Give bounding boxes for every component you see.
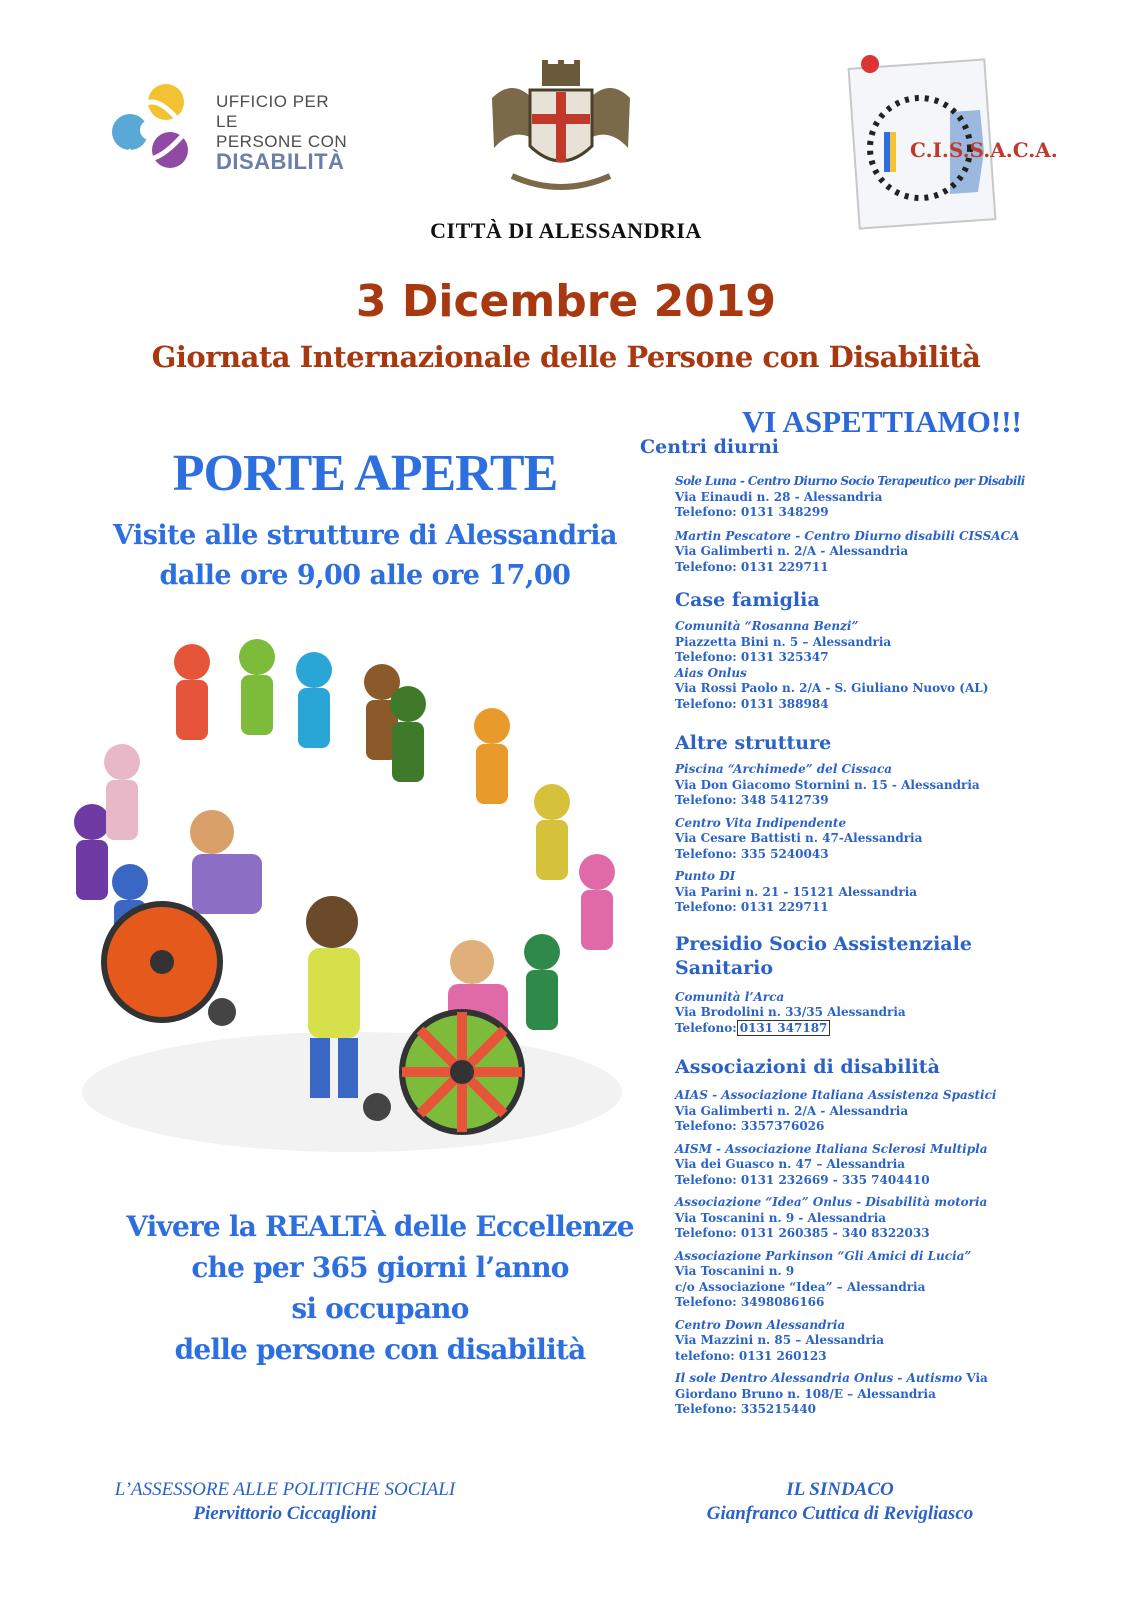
entry-phone: Telefono: 0131 232669 - 335 7404410 [675, 1172, 930, 1187]
visite-line-1: Visite alle strutture di Alessandria [112, 520, 618, 551]
altre-strutture-title: Altre strutture [675, 732, 832, 754]
entry-name: Sole Luna - Centro Diurno Socio Terapeutico per Disabili [675, 474, 1025, 488]
entry-address-2: c/o Associazione “Idea” – Alessandria [675, 1279, 926, 1294]
presidio-title-line-1: Presidio Socio Assistenziale [675, 932, 972, 955]
city-crest-logo [482, 58, 640, 200]
entry-phone: Telefono: 0131 229711 [675, 900, 829, 914]
vivere-line-2: che per 365 giorni l’anno [191, 1251, 569, 1284]
entry-aias-onlus [675, 666, 1110, 713]
event-date: 3 Dicembre 2019 [355, 276, 777, 327]
ufficio-line-2: PERSONE CON [216, 132, 348, 151]
cissaca-logo-text: C.I.S.S.A.C.A. [910, 138, 1058, 162]
assessore-signature [80, 1478, 490, 1526]
entry-name: Associazione Parkinson “Gli Amici di Lucia” [675, 1248, 972, 1263]
entry-parkinson [675, 1249, 1110, 1311]
entry-name: Martin Pescatore - Centro Diurno disabili CISSACA [675, 528, 1020, 543]
entry-name: Piscina “Archimede” del Cissaca [675, 762, 893, 776]
entry-address: Piazzetta Bini n. 5 – Alessandria [675, 634, 892, 649]
entry-address: Via Galimberti n. 2/A - Alessandria [675, 1103, 909, 1118]
entry-phone: Telefono: 0131 348299 [675, 505, 829, 519]
structures-list [640, 436, 1110, 1418]
entry-phone: Telefono: 0131 260385 - 340 8322033 [675, 1226, 930, 1240]
vivere-text [60, 1206, 700, 1370]
entry-sole-luna [675, 474, 1110, 521]
entry-martin-pescatore [675, 529, 1110, 576]
entry-name: AISM - Associazione Italiana Sclerosi Multipla [675, 1141, 988, 1156]
entry-address: Via Brodolini n. 33/35 Alessandria [675, 1005, 906, 1019]
vi-aspettiamo-heading: VI ASPETTIAMO!!! [742, 404, 1022, 439]
entry-name: Aias Onlus [675, 665, 747, 680]
entry-address: Via Rossi Paolo n. 2/A - S. Giuliano Nuovo (AL) [675, 681, 989, 695]
entry-name-line [675, 1371, 1110, 1387]
sindaco-name: Gianfranco Cuttica di Revigliasco [706, 1503, 974, 1524]
entry-name: AIAS - Associazione Italiana Assistenza Spastici [675, 1088, 997, 1102]
entry-address: Via Parini n. 21 - 15121 Alessandria [675, 884, 918, 899]
entry-phone: Telefono: 3498086166 [675, 1295, 825, 1309]
entry-il-sole-dentro [675, 1371, 1110, 1418]
cissaca-logo-icon [850, 52, 1058, 232]
entry-idea [675, 1195, 1110, 1242]
entry-address: Via Mazzini n. 85 – Alessandria [675, 1333, 885, 1347]
entry-rosanna-benzi [675, 619, 1110, 666]
ufficio-disabilita-logo [108, 80, 348, 180]
presidio-title-line-2: Sanitario [675, 956, 774, 979]
entry-phone: Telefono: 0131 325347 [675, 650, 829, 664]
entry-aias [675, 1088, 1110, 1135]
associazioni-title: Associazioni di disabilità [675, 1056, 940, 1078]
visite-line-2: dalle ore 9,00 alle ore 17,00 [159, 560, 571, 591]
case-famiglia-title: Case famiglia [675, 589, 820, 611]
entry-address: Via Galimberti n. 2/A - Alessandria [675, 544, 909, 558]
cissaca-logo [850, 52, 1058, 232]
ufficio-line-3: DISABILITÀ [216, 149, 345, 174]
wheelchair-figure-left [104, 810, 262, 1026]
entry-comunita-arca [675, 990, 1110, 1037]
centri-diurni-title: Centri diurni [640, 436, 780, 458]
entry-name: Associazione “Idea” Onlus - Disabilità motoria [675, 1195, 988, 1209]
entry-phone: Telefono: 0131 388984 [675, 696, 829, 711]
entry-address: Via Toscanini n. 9 - Alessandria [675, 1210, 887, 1225]
entry-phone [675, 1021, 1110, 1037]
sindaco-signature [640, 1478, 1040, 1526]
crest-icon [482, 58, 640, 200]
entry-phone: Telefono: 3357376026 [675, 1119, 825, 1133]
entry-name: Centro Vita Indipendente [675, 815, 847, 830]
entry-piscina [675, 762, 1110, 809]
presidio-title [675, 932, 1110, 980]
entry-name: Centro Down Alessandria [675, 1317, 846, 1332]
city-title: CITTÀ DI ALESSANDRIA [430, 218, 702, 243]
people-circle-illustration [52, 622, 638, 1202]
entry-phone: Telefono: 0131 229711 [675, 559, 829, 574]
event-subtitle: Giornata Internazionale delle Persone con Disabilità [151, 340, 981, 374]
entry-address: Via Cesare Battisti n. 47-Alessandria [675, 831, 923, 845]
entry-address-1: Via Toscanini n. 9 [675, 1264, 795, 1278]
entry-aism [675, 1142, 1110, 1189]
entry-name: Comunità l’Arca [675, 989, 785, 1004]
entry-name: Comunità “Rosanna Benzi” [675, 619, 859, 633]
entry-centro-down [675, 1318, 1110, 1365]
entry-address: Via dei Guasco n. 47 – Alessandria [675, 1157, 906, 1171]
entry-punto-di [675, 869, 1110, 916]
people-circle-image [52, 622, 638, 1202]
entry-address: Via Don Giacomo Stornini n. 15 - Alessandria [675, 777, 980, 792]
porte-aperte-heading: PORTE APERTE [172, 445, 558, 502]
entry-address: Via Einaudi n. 28 - Alessandria [675, 489, 883, 504]
entry-phone: Telefono: 335215440 [675, 1402, 817, 1416]
ufficio-line-1: UFFICIO PER LE [216, 92, 330, 131]
visite-text [40, 516, 690, 596]
entry-phone: Telefono: 335 5240043 [675, 846, 829, 861]
assessore-role: L’ASSESSORE ALLE POLITICHE SOCIALI [114, 1479, 456, 1500]
assessore-name: Piervittorio Ciccaglioni [193, 1503, 377, 1524]
vivere-line-1: Vivere la REALTÀ delle Eccellenze [126, 1210, 634, 1243]
vivere-line-3: si occupano [291, 1292, 469, 1325]
phone-number-box: 0131 347187 [737, 1020, 831, 1036]
entry-name: Il sole Dentro Alessandria Onlus - Autismo [675, 1371, 963, 1385]
entry-name-tail: Via [962, 1371, 988, 1385]
entry-address: Giordano Bruno n. 108/E – Alessandria [675, 1386, 936, 1401]
entry-phone: Telefono: 348 5412739 [675, 793, 829, 807]
entry-name: Punto DI [675, 869, 736, 883]
entry-centro-vita [675, 816, 1110, 863]
phone-label: Telefono: [675, 1020, 737, 1035]
vivere-line-4: delle persone con disabilità [174, 1333, 586, 1366]
entry-phone: telefono: 0131 260123 [675, 1348, 827, 1363]
ufficio-logo-icon [108, 80, 208, 180]
sindaco-role: IL SINDACO [786, 1479, 894, 1500]
